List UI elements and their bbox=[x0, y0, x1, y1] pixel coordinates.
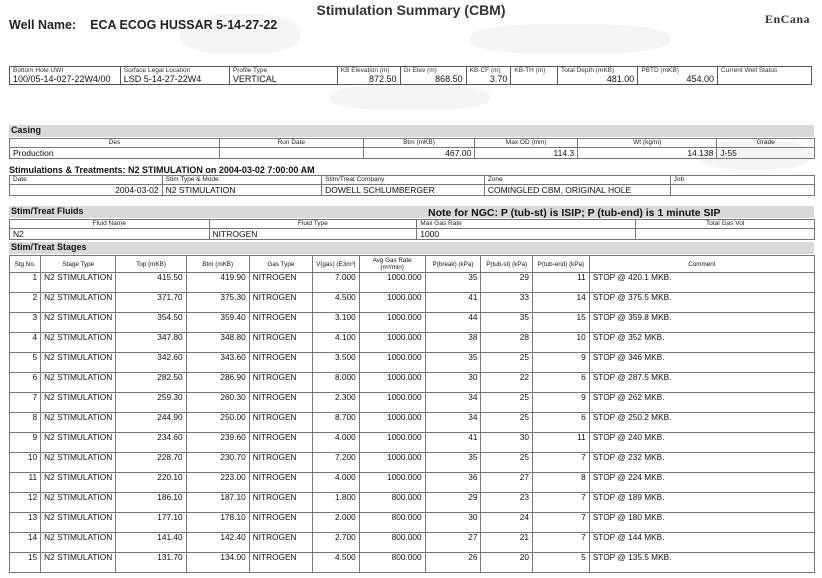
stage-type: N2 STIMULATION bbox=[41, 313, 116, 333]
header-value: VERTICAL bbox=[232, 74, 277, 84]
stage-p-break: 35 bbox=[425, 273, 481, 293]
header-value: 454.00 bbox=[686, 74, 715, 84]
casing-run-date bbox=[219, 148, 363, 159]
casing-section-title: Casing bbox=[9, 125, 814, 137]
table-row bbox=[10, 433, 815, 453]
header-value: 481.00 bbox=[606, 74, 635, 84]
stage-p-tub-start: 25 bbox=[481, 413, 533, 433]
stage-gas-type: NITROGEN bbox=[249, 493, 312, 513]
header-value: 872.50 bbox=[369, 74, 397, 84]
stage-type: N2 STIMULATION bbox=[41, 293, 116, 313]
table-row bbox=[10, 413, 815, 433]
stim-date: 2004-03-02 bbox=[10, 185, 163, 196]
stage-gas-rate: 800.000 bbox=[359, 513, 425, 533]
stage-p-tub-start: 24 bbox=[481, 513, 533, 533]
stage-type: N2 STIMULATION bbox=[41, 453, 116, 473]
stage-type: N2 STIMULATION bbox=[41, 333, 116, 353]
casing-grade: J-55 bbox=[717, 148, 815, 159]
stage-type: N2 STIMULATION bbox=[41, 413, 116, 433]
casing-max-od: 114.3 bbox=[475, 148, 578, 159]
casing-table bbox=[9, 138, 815, 159]
header-label: KB-CF (m) bbox=[469, 67, 501, 74]
stage-comment: STOP @ 144 MKB. bbox=[589, 533, 814, 553]
table-row bbox=[10, 373, 815, 393]
fluids-table bbox=[9, 219, 815, 240]
stage-gas-rate: 1000.000 bbox=[359, 313, 425, 333]
stage-gas-type: NITROGEN bbox=[249, 413, 312, 433]
casing-btm: 467.00 bbox=[363, 148, 475, 159]
stage-p-tub-end: 6 bbox=[532, 413, 589, 433]
stage-comment: STOP @ 189 MKB. bbox=[589, 493, 814, 513]
stage-p-break: 29 bbox=[425, 493, 481, 513]
table-row bbox=[10, 293, 815, 313]
stage-gas-rate: 1000.000 bbox=[359, 273, 425, 293]
stages-table bbox=[9, 255, 815, 573]
fluids-section-title: Stim/Treat Fluids bbox=[9, 206, 814, 218]
stage-gas-volume: 2.700 bbox=[313, 533, 360, 553]
column-header: Gas Type bbox=[249, 256, 312, 273]
stage-p-tub-end: 11 bbox=[532, 433, 589, 453]
stage-number: 12 bbox=[10, 493, 41, 513]
stage-btm: 134.00 bbox=[186, 553, 249, 573]
column-header: Stage Type bbox=[41, 256, 116, 273]
column-header: Btm (mKB) bbox=[363, 139, 475, 148]
stage-top: 282.50 bbox=[116, 373, 186, 393]
stage-number: 6 bbox=[10, 373, 41, 393]
stage-p-tub-end: 7 bbox=[532, 513, 589, 533]
stage-p-break: 41 bbox=[425, 433, 481, 453]
stage-gas-volume: 3.500 bbox=[313, 353, 360, 373]
stage-gas-type: NITROGEN bbox=[249, 333, 312, 353]
stage-top: 347.80 bbox=[116, 333, 186, 353]
stage-gas-type: NITROGEN bbox=[249, 353, 312, 373]
fluid-name: N2 bbox=[10, 229, 210, 240]
header-label: PBTD (mKB) bbox=[641, 67, 679, 74]
stage-type: N2 STIMULATION bbox=[41, 373, 116, 393]
stage-top: 415.50 bbox=[116, 273, 186, 293]
stage-p-break: 38 bbox=[425, 333, 481, 353]
stage-btm: 142.40 bbox=[186, 533, 249, 553]
column-header: Comment bbox=[589, 256, 814, 273]
stage-p-tub-start: 29 bbox=[481, 273, 533, 293]
stage-number: 13 bbox=[10, 513, 41, 533]
table-row bbox=[10, 313, 815, 333]
stage-p-break: 34 bbox=[425, 413, 481, 433]
stage-gas-type: NITROGEN bbox=[249, 433, 312, 453]
stage-p-tub-end: 8 bbox=[532, 473, 589, 493]
stage-p-break: 36 bbox=[425, 473, 481, 493]
stim-section-title: Stimulations & Treatments: N2 STIMULATION on 2004-03-02 7:00:00 AM bbox=[9, 165, 315, 175]
table-row bbox=[10, 353, 815, 373]
stage-gas-rate: 1000.000 bbox=[359, 393, 425, 413]
stage-comment: STOP @ 287.5 MKB. bbox=[589, 373, 814, 393]
stage-gas-volume: 4.000 bbox=[313, 433, 360, 453]
column-header: Zone bbox=[484, 176, 670, 185]
stage-btm: 223.00 bbox=[186, 473, 249, 493]
casing-des: Production bbox=[10, 148, 220, 159]
stage-number: 1 bbox=[10, 273, 41, 293]
stage-top: 342.60 bbox=[116, 353, 186, 373]
stage-gas-rate: 1000.000 bbox=[359, 413, 425, 433]
header-label: Current Well Status bbox=[721, 67, 778, 74]
stage-number: 7 bbox=[10, 393, 41, 413]
stage-p-tub-start: 21 bbox=[481, 533, 533, 553]
table-row bbox=[10, 333, 815, 353]
stage-gas-type: NITROGEN bbox=[249, 513, 312, 533]
stage-top: 141.40 bbox=[116, 533, 186, 553]
stage-btm: 359.40 bbox=[186, 313, 249, 333]
stage-p-tub-end: 7 bbox=[532, 533, 589, 553]
column-header: Grade bbox=[717, 139, 815, 148]
column-header: Fluid Name bbox=[10, 220, 210, 229]
stage-gas-rate: 1000.000 bbox=[359, 433, 425, 453]
well-header-table bbox=[9, 66, 812, 85]
stage-number: 14 bbox=[10, 533, 41, 553]
stage-gas-volume: 4.100 bbox=[313, 333, 360, 353]
stage-p-tub-start: 35 bbox=[481, 313, 533, 333]
stage-top: 220.10 bbox=[116, 473, 186, 493]
stage-btm: 286.90 bbox=[186, 373, 249, 393]
column-header: Stim Type & Mode bbox=[162, 176, 321, 185]
stage-type: N2 STIMULATION bbox=[41, 473, 116, 493]
stage-p-tub-start: 23 bbox=[481, 493, 533, 513]
stage-p-break: 35 bbox=[425, 453, 481, 473]
stage-p-break: 26 bbox=[425, 553, 481, 573]
stage-number: 5 bbox=[10, 353, 41, 373]
fluid-total-vol bbox=[636, 229, 815, 240]
stage-btm: 187.10 bbox=[186, 493, 249, 513]
column-header: Max OD (mm) bbox=[475, 139, 578, 148]
stage-gas-volume: 2.000 bbox=[313, 513, 360, 533]
stage-p-tub-start: 25 bbox=[481, 393, 533, 413]
fluid-type: NITROGEN bbox=[209, 229, 417, 240]
stage-gas-type: NITROGEN bbox=[249, 273, 312, 293]
column-header: Stg No. bbox=[10, 256, 41, 273]
stage-gas-volume: 2.300 bbox=[313, 393, 360, 413]
scan-noise bbox=[330, 85, 490, 110]
stage-gas-volume: 4.500 bbox=[313, 293, 360, 313]
stage-p-tub-start: 22 bbox=[481, 373, 533, 393]
stage-top: 228.70 bbox=[116, 453, 186, 473]
stim-table bbox=[9, 175, 815, 196]
table-row bbox=[10, 553, 815, 573]
stage-gas-volume: 4.000 bbox=[313, 473, 360, 493]
stage-p-tub-start: 20 bbox=[481, 553, 533, 573]
table-row bbox=[10, 453, 815, 473]
stage-number: 10 bbox=[10, 453, 41, 473]
stage-gas-type: NITROGEN bbox=[249, 373, 312, 393]
stage-gas-volume: 8.000 bbox=[313, 373, 360, 393]
stage-p-break: 30 bbox=[425, 513, 481, 533]
stage-gas-rate: 800.000 bbox=[359, 533, 425, 553]
stage-comment: STOP @ 232 MKB. bbox=[589, 453, 814, 473]
stage-top: 371.70 bbox=[116, 293, 186, 313]
stage-comment: STOP @ 346 MKB. bbox=[589, 353, 814, 373]
header-label: KB Elevation (m) bbox=[340, 67, 390, 74]
stage-top: 244.90 bbox=[116, 413, 186, 433]
column-header: Total Gas Vol bbox=[636, 220, 815, 229]
stage-p-break: 41 bbox=[425, 293, 481, 313]
stage-type: N2 STIMULATION bbox=[41, 273, 116, 293]
stage-btm: 239.60 bbox=[186, 433, 249, 453]
header-label: Surface Legal Location bbox=[123, 67, 191, 74]
stage-p-tub-end: 6 bbox=[532, 373, 589, 393]
column-header: Avg Gas Rate (m³/min) bbox=[359, 256, 425, 273]
stage-btm: 178.10 bbox=[186, 513, 249, 533]
stim-zone: COMINGLED CBM, ORIGINAL HOLE bbox=[484, 185, 670, 196]
stage-p-tub-end: 11 bbox=[532, 273, 589, 293]
stage-p-tub-end: 15 bbox=[532, 313, 589, 333]
stage-gas-type: NITROGEN bbox=[249, 313, 312, 333]
column-header: Stim/Treat Company bbox=[322, 176, 485, 185]
stage-comment: STOP @ 250.2 MKB. bbox=[589, 413, 814, 433]
table-row bbox=[10, 473, 815, 493]
stage-top: 177.10 bbox=[116, 513, 186, 533]
stage-comment: STOP @ 352 MKB. bbox=[589, 333, 814, 353]
header-label: Bottom Hole UWI bbox=[13, 67, 64, 74]
stage-p-break: 30 bbox=[425, 373, 481, 393]
stage-comment: STOP @ 240 MKB. bbox=[589, 433, 814, 453]
stage-number: 11 bbox=[10, 473, 41, 493]
stage-btm: 419.90 bbox=[186, 273, 249, 293]
stage-top: 186.10 bbox=[116, 493, 186, 513]
stage-gas-rate: 1000.000 bbox=[359, 333, 425, 353]
header-value: LSD 5-14-27-22W4 bbox=[123, 74, 202, 84]
header-label: Total Depth (mKB) bbox=[561, 67, 615, 74]
column-header: Top (mKB) bbox=[116, 256, 186, 273]
stage-gas-rate: 800.000 bbox=[359, 553, 425, 573]
stage-number: 3 bbox=[10, 313, 41, 333]
stage-comment: STOP @ 375.5 MKB. bbox=[589, 293, 814, 313]
table-row bbox=[10, 513, 815, 533]
stage-gas-type: NITROGEN bbox=[249, 293, 312, 313]
stage-number: 8 bbox=[10, 413, 41, 433]
stage-gas-type: NITROGEN bbox=[249, 533, 312, 553]
stim-company: DOWELL SCHLUMBERGER bbox=[322, 185, 485, 196]
stage-top: 354.50 bbox=[116, 313, 186, 333]
fluid-max-rate: 1000 bbox=[417, 229, 636, 240]
stage-btm: 250.00 bbox=[186, 413, 249, 433]
casing-wt: 14.138 bbox=[578, 148, 717, 159]
stage-type: N2 STIMULATION bbox=[41, 353, 116, 373]
stage-gas-type: NITROGEN bbox=[249, 393, 312, 413]
column-header: Des bbox=[10, 139, 220, 148]
column-header: Max Gas Rate bbox=[417, 220, 636, 229]
stage-p-tub-start: 25 bbox=[481, 353, 533, 373]
stage-type: N2 STIMULATION bbox=[41, 533, 116, 553]
stage-comment: STOP @ 262 MKB. bbox=[589, 393, 814, 413]
stage-number: 15 bbox=[10, 553, 41, 573]
stage-type: N2 STIMULATION bbox=[41, 513, 116, 533]
stim-job bbox=[670, 185, 814, 196]
stage-top: 259.30 bbox=[116, 393, 186, 413]
stage-gas-rate: 800.000 bbox=[359, 493, 425, 513]
stage-p-tub-start: 33 bbox=[481, 293, 533, 313]
table-row bbox=[10, 493, 815, 513]
stage-p-tub-end: 7 bbox=[532, 493, 589, 513]
stage-btm: 230.70 bbox=[186, 453, 249, 473]
well-name bbox=[9, 18, 277, 32]
stage-number: 9 bbox=[10, 433, 41, 453]
stage-btm: 348.80 bbox=[186, 333, 249, 353]
stage-p-break: 44 bbox=[425, 313, 481, 333]
stage-gas-rate: 1000.000 bbox=[359, 293, 425, 313]
stage-type: N2 STIMULATION bbox=[41, 433, 116, 453]
stage-gas-rate: 1000.000 bbox=[359, 453, 425, 473]
stage-p-tub-end: 10 bbox=[532, 333, 589, 353]
stage-comment: STOP @ 420.1 MKB. bbox=[589, 273, 814, 293]
table-row bbox=[10, 273, 815, 293]
stages-section-title: Stim/Treat Stages bbox=[9, 242, 814, 254]
well-name-label: Well Name: bbox=[9, 18, 77, 32]
stage-gas-volume: 4.500 bbox=[313, 553, 360, 573]
stage-gas-volume: 3.100 bbox=[313, 313, 360, 333]
stage-p-break: 27 bbox=[425, 533, 481, 553]
stage-comment: STOP @ 359.8 MKB. bbox=[589, 313, 814, 333]
stage-comment: STOP @ 135.5 MKB. bbox=[589, 553, 814, 573]
header-value: 3.70 bbox=[489, 74, 508, 84]
stage-comment: STOP @ 180 MKB. bbox=[589, 513, 814, 533]
stage-p-tub-start: 30 bbox=[481, 433, 533, 453]
stage-gas-type: NITROGEN bbox=[249, 473, 312, 493]
stim-type: N2 STIMULATION bbox=[162, 185, 321, 196]
stage-p-tub-end: 5 bbox=[532, 553, 589, 573]
stage-type: N2 STIMULATION bbox=[41, 393, 116, 413]
scan-noise bbox=[470, 24, 670, 54]
stage-top: 234.60 bbox=[116, 433, 186, 453]
company-logo: EnCana bbox=[764, 12, 810, 26]
column-header: Job bbox=[670, 176, 814, 185]
stage-p-tub-start: 28 bbox=[481, 333, 533, 353]
column-header: Date bbox=[10, 176, 163, 185]
stage-gas-type: NITROGEN bbox=[249, 453, 312, 473]
table-row bbox=[10, 533, 815, 553]
header-label: Gr Elev (m) bbox=[403, 67, 437, 74]
stage-p-tub-start: 27 bbox=[481, 473, 533, 493]
stage-type: N2 STIMULATION bbox=[41, 493, 116, 513]
well-name-value: ECA ECOG HUSSAR 5-14-27-22 bbox=[90, 18, 278, 32]
header-label: Profile Type bbox=[232, 67, 268, 74]
stage-p-break: 35 bbox=[425, 353, 481, 373]
column-header: Wt (kg/m) bbox=[578, 139, 717, 148]
page-title: Stimulation Summary (CBM) bbox=[316, 2, 506, 18]
stage-gas-volume: 8.700 bbox=[313, 413, 360, 433]
stage-gas-volume: 7.000 bbox=[313, 273, 360, 293]
stage-type: N2 STIMULATION bbox=[41, 553, 116, 573]
stage-btm: 343.60 bbox=[186, 353, 249, 373]
stage-p-tub-end: 14 bbox=[532, 293, 589, 313]
stage-p-break: 34 bbox=[425, 393, 481, 413]
column-header: Fluid Type bbox=[209, 220, 417, 229]
stage-gas-rate: 1000.000 bbox=[359, 473, 425, 493]
table-row bbox=[10, 393, 815, 413]
column-header: V(gas) (E3m³) bbox=[313, 256, 360, 273]
stage-btm: 375.30 bbox=[186, 293, 249, 313]
stage-gas-volume: 7.200 bbox=[313, 453, 360, 473]
stage-p-tub-end: 9 bbox=[532, 353, 589, 373]
stage-comment: STOP @ 224 MKB. bbox=[589, 473, 814, 493]
stage-number: 4 bbox=[10, 333, 41, 353]
stage-top: 131.70 bbox=[116, 553, 186, 573]
column-header: P(break) (kPa) bbox=[425, 256, 481, 273]
ngc-note: Note for NGC: P (tub-st) is ISIP; P (tub-end) is 1 minute SIP bbox=[428, 207, 721, 219]
stage-p-tub-end: 7 bbox=[532, 453, 589, 473]
stage-gas-type: NITROGEN bbox=[249, 553, 312, 573]
stage-gas-rate: 1000.000 bbox=[359, 373, 425, 393]
column-header: Run Date bbox=[219, 139, 363, 148]
stage-number: 2 bbox=[10, 293, 41, 313]
column-header: P(tub-end) (kPa) bbox=[532, 256, 589, 273]
header-label: KB-TH (m) bbox=[514, 67, 546, 74]
header-value: 100/05-14-027-22W4/00 bbox=[13, 74, 111, 84]
stage-gas-volume: 1.800 bbox=[313, 493, 360, 513]
column-header: P(tub-st) (kPa) bbox=[481, 256, 533, 273]
stage-p-tub-end: 9 bbox=[532, 393, 589, 413]
column-header: Btm (mKB) bbox=[186, 256, 249, 273]
header-value: 868.50 bbox=[435, 74, 463, 84]
stage-p-tub-start: 25 bbox=[481, 453, 533, 473]
stage-gas-rate: 1000.000 bbox=[359, 353, 425, 373]
stage-btm: 260.30 bbox=[186, 393, 249, 413]
